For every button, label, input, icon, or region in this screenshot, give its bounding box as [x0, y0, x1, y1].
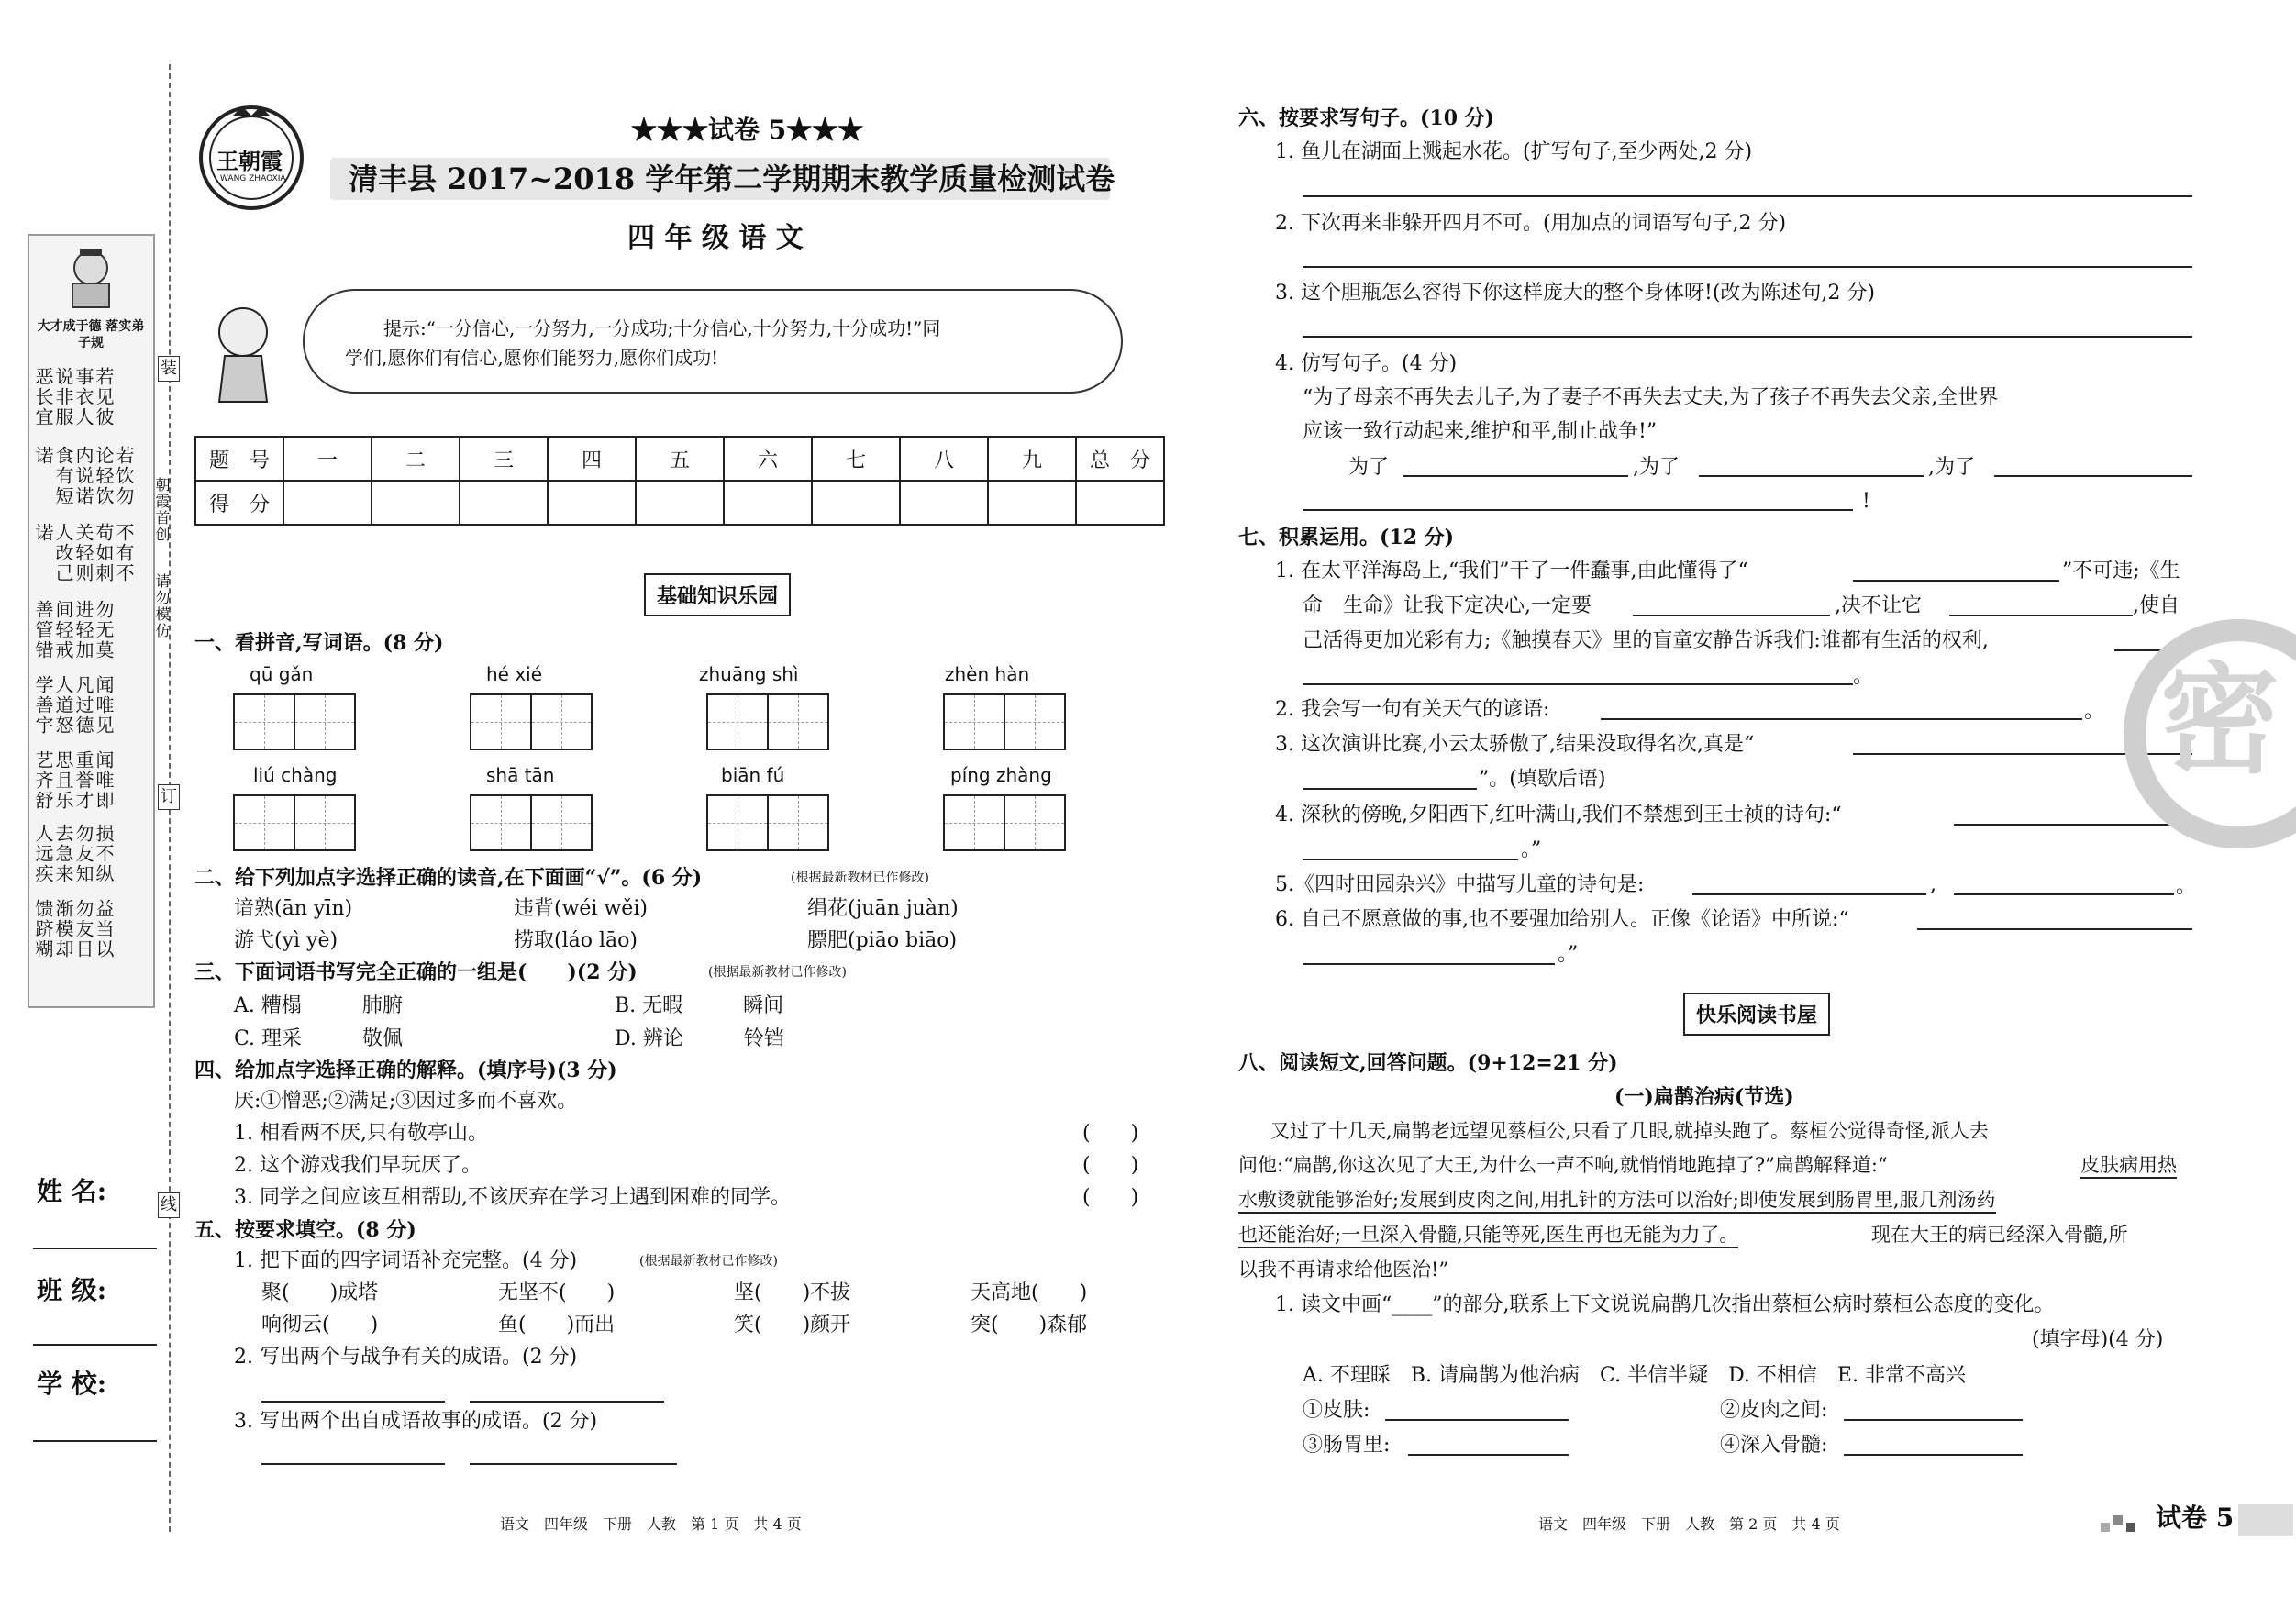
score-cell: 四 — [548, 437, 636, 481]
q7-endq: 。” — [1521, 838, 1542, 861]
score-table — [194, 436, 1165, 526]
q6-end: ! — [1862, 490, 1870, 513]
q5-title: 五、按要求填空。(8 分) — [194, 1218, 416, 1242]
watermark-char: 密 — [2160, 649, 2280, 790]
idiom-fill[interactable]: 聚( )成塔 — [261, 1281, 379, 1304]
q4-definition: 厌:①憎恶;②满足;③因过多而不喜欢。 — [234, 1090, 578, 1113]
pinyin: shā tān — [486, 764, 555, 786]
q6-quote-2: 应该一致行动起来,维护和平,制止战争!” — [1303, 420, 1658, 443]
saying-block: 若饮勿论轻饮内说诺食有短诺 — [32, 446, 135, 506]
stage-label: ④深入骨髓: — [1720, 1434, 1828, 1457]
q7-endq: 。” — [1558, 943, 1579, 966]
write-box[interactable] — [943, 693, 1005, 750]
q6-weile: ,为了 — [1928, 456, 1975, 479]
answer-line[interactable] — [1692, 893, 1926, 895]
score-input[interactable] — [283, 481, 372, 525]
write-box[interactable] — [706, 794, 769, 851]
write-box[interactable] — [1004, 693, 1066, 750]
answer-line[interactable] — [1994, 475, 2192, 477]
answer-line[interactable] — [1303, 509, 1853, 511]
answer-line[interactable] — [1303, 195, 2192, 197]
answer-line[interactable] — [1954, 893, 2174, 895]
class-label: 班 级: — [37, 1275, 107, 1305]
q7-period: 。 — [1853, 665, 1874, 688]
answer-line[interactable] — [1303, 788, 1477, 790]
logo — [196, 103, 306, 213]
saying-block: 损不纵勿友知去急来人远疾 — [32, 824, 115, 884]
score-cell: 九 — [988, 437, 1076, 481]
passage-underlined: 也还能治好;一旦深入骨髓,只能等死,医生再也无能为力了。 — [1238, 1224, 1738, 1248]
write-box[interactable] — [233, 794, 295, 851]
pinyin: zhuāng shì — [699, 663, 799, 685]
saying-block: 不有不苟如刺关轻则人改己诺 — [32, 523, 135, 583]
idiom-fill[interactable]: 坚( )不拔 — [734, 1281, 851, 1304]
write-box[interactable] — [943, 794, 1005, 851]
corner-paper-label: 试卷 5 — [2156, 1503, 2235, 1533]
q6-s2: 2. 下次再来非躲开四月不可。(用加点的词语写句子,2 分) — [1275, 212, 1787, 235]
write-box[interactable] — [470, 693, 532, 750]
score-cell: 八 — [900, 437, 988, 481]
q7-i2: 2. 我会写一句有关天气的谚语: — [1275, 698, 1550, 721]
passage-title: (一)扁鹊治病(节选) — [1614, 1085, 1794, 1109]
saying-block: 益当以勿友日渐模却馈跻糊 — [32, 899, 115, 959]
score-cell: 七 — [812, 437, 900, 481]
score-table-score-row — [195, 481, 1164, 525]
q2-item[interactable]: 绢花(juān juàn) — [807, 897, 959, 920]
logo-sub: WANG ZHAOXIA — [220, 174, 286, 183]
saying-block: 闻唯见凡过德人道怒学善宇 — [32, 675, 115, 736]
idiom-fill[interactable]: 笑( )颜开 — [734, 1314, 851, 1336]
idiom-fill[interactable]: 鱼( )而出 — [498, 1314, 616, 1336]
score-input[interactable] — [812, 481, 900, 525]
q7-i1a: 1. 在太平洋海岛上,“我们”干了一件蠢事,由此懂得了“ — [1275, 560, 1748, 582]
passage-line: 又过了十几天,扁鹊老远望见蔡桓公,只看了几眼,就掉头跑了。蔡桓公觉得奇怪,派人去 — [1270, 1120, 1989, 1142]
write-box[interactable] — [294, 794, 356, 851]
q2-title: 二、给下列加点字选择正确的读音,在下面画“√”。(6 分) — [194, 866, 703, 890]
seal-char-2: 订 — [158, 784, 180, 810]
answer-line[interactable] — [1949, 615, 2133, 616]
section-badge-reading: 快乐阅读书屋 — [1683, 993, 1830, 1036]
logo-text: 王朝霞 — [216, 148, 283, 174]
tip-cloud — [303, 289, 1123, 394]
q2-item[interactable]: 游弋(yì yè) — [234, 929, 338, 952]
q2-item[interactable]: 捞取(láo lāo) — [514, 929, 638, 952]
q3-title: 三、下面词语书写完全正确的一组是( )(2 分) — [194, 960, 638, 984]
q7-i1c: 命 生命》让我下定决心,一定要 — [1303, 594, 1592, 617]
seal-char-1: 装 — [158, 356, 180, 382]
q4-title: 四、给加点字选择正确的解释。(填序号)(3 分) — [194, 1059, 617, 1082]
answer-line[interactable] — [1303, 963, 1555, 965]
footer-right: 语文 四年级 下册 人教 第 2 页 共 4 页 — [1538, 1515, 1840, 1533]
subject-title: 四 年 级 语 文 — [627, 222, 804, 254]
q7-i6: 6. 自己不愿意做的事,也不要强加给别人。正像《论语》中所说:“ — [1275, 908, 1849, 931]
q6-quote-1: “为了母亲不再失去儿子,为了妻子不再失去丈夫,为了孩子不再失去父亲,全世界 — [1303, 386, 1999, 409]
score-cell: 得 分 — [195, 481, 283, 525]
corner-marks — [2101, 1512, 2152, 1532]
pinyin: zhèn hàn — [945, 663, 1030, 685]
idiom-fill[interactable]: 天高地( ) — [971, 1281, 1088, 1304]
answer-line[interactable] — [1853, 580, 2059, 582]
answer-line[interactable] — [1601, 718, 2082, 720]
q1-title: 一、看拼音,写词语。(8 分) — [194, 631, 444, 655]
stage-label: ②皮肉之间: — [1720, 1399, 1828, 1422]
saying-block: 若见彼事衣人说非服恶长宜 — [32, 367, 115, 427]
q2-item[interactable]: 违背(wéi wěi) — [514, 897, 648, 920]
q5-sub2: 2. 写出两个与战争有关的成语。(2 分) — [234, 1346, 578, 1369]
name-field[interactable] — [33, 1248, 157, 1249]
passage-line: 现在大王的病已经深入骨髓,所 — [1871, 1224, 2128, 1246]
q5-sub1: 1. 把下面的四字词语补充完整。(4 分) — [234, 1249, 578, 1272]
q2-item[interactable]: 谙熟(ān yīn) — [234, 897, 353, 920]
q5-sub3: 3. 写出两个出自成语故事的成语。(2 分) — [234, 1410, 598, 1433]
score-cell: 六 — [724, 437, 812, 481]
passage-line: 以我不再请求给他医治!” — [1238, 1259, 1449, 1281]
idiom-fill[interactable]: 突( )森郁 — [971, 1314, 1088, 1336]
q8-title: 八、阅读短文,回答问题。(9+12=21 分) — [1238, 1051, 1618, 1075]
q7-i4: 4. 深秋的傍晚,夕阳西下,红叶满山,我们不禁想到王士祯的诗句:“ — [1275, 804, 1842, 826]
q8-options: A. 不理睬 B. 请扁鹊为他治病 C. 半信半疑 D. 不相信 E. 非常不高兴 — [1303, 1364, 1966, 1387]
q7-comma: , — [1930, 873, 1936, 896]
q7-period: 。 — [2084, 700, 2105, 723]
answer-line[interactable] — [1408, 1454, 1569, 1456]
q7-i5a: 5.《四时田园杂兴》中描写儿童的诗句是: — [1275, 873, 1645, 896]
score-cell: 三 — [460, 437, 548, 481]
q2-note: (根据最新教材已作修改) — [791, 871, 929, 885]
answer-line[interactable] — [1917, 928, 2192, 930]
q7-i3b: ”。(填歇后语) — [1479, 768, 1606, 791]
answer-line[interactable] — [1385, 1419, 1569, 1421]
score-cell: 五 — [636, 437, 724, 481]
paper-number: ★★★试卷 5★★★ — [631, 115, 864, 145]
q3-option[interactable]: B. 无暇 瞬间 — [615, 994, 784, 1017]
write-box[interactable] — [767, 693, 829, 750]
score-input[interactable] — [1076, 481, 1164, 525]
q7-title: 七、积累运用。(12 分) — [1238, 526, 1455, 549]
write-box[interactable] — [233, 693, 295, 750]
passage-underlined: 皮肤病用热 — [2080, 1154, 2177, 1179]
stage-label: ①皮肤: — [1303, 1399, 1370, 1422]
seal-char-3: 线 — [158, 1192, 180, 1218]
answer-line[interactable] — [1303, 266, 2192, 268]
footer-left: 语文 四年级 下册 人教 第 1 页 共 4 页 — [500, 1515, 802, 1533]
sidebar-banner: 大才成于德 落实弟子规 — [37, 319, 145, 350]
answer-line[interactable] — [1303, 683, 1853, 685]
answer-line[interactable] — [1699, 475, 1924, 477]
q7-i1e: ,使自 — [2133, 594, 2180, 617]
score-cell: 题 号 — [195, 437, 283, 481]
q7-i1d: ,决不让它 — [1835, 594, 1922, 617]
q4-item: 2. 这个游戏我们早玩厌了。 — [234, 1154, 482, 1177]
passage-underlined: 水敷烫就能够治好;发展到皮肉之间,用扎针的方法可以治好;即使发展到肠胃里,服几剂汤药 — [1238, 1189, 1996, 1214]
q3-option[interactable]: A. 糟榻 肺腑 — [234, 994, 403, 1017]
score-cell: 二 — [372, 437, 460, 481]
q4-item: 1. 相看两不厌,只有敬亭山。 — [234, 1122, 488, 1145]
exam-title: 清丰县 2017~2018 学年第二学期期末教学质量检测试卷 — [349, 161, 1115, 196]
q6-weile: ,为了 — [1633, 456, 1680, 479]
idiom-fill[interactable]: 无坚不( ) — [498, 1281, 616, 1304]
tip-line-1: 提示:“一分信心,一分努力,一分成功;十分信心,十分努力,十分成功!”同 — [383, 317, 941, 339]
q4-item: 3. 同学之间应该互相帮助,不该厌弃在学习上遇到困难的同学。 — [234, 1186, 791, 1209]
pinyin: hé xié — [486, 663, 543, 685]
pinyin: qū gǎn — [250, 663, 314, 685]
write-box[interactable] — [530, 693, 593, 750]
score-input[interactable] — [988, 481, 1076, 525]
q2-item[interactable]: 膘肥(piāo biāo) — [807, 929, 958, 952]
girl-mascot — [206, 303, 280, 404]
passage-line: 问他:“扁鹊,你这次见了大王,为什么一声不响,就悄悄地跑掉了?”扁鹊解释道:“ — [1238, 1154, 1888, 1176]
q4-answer[interactable]: ( ) — [1082, 1154, 1139, 1177]
name-label: 姓 名: — [37, 1176, 107, 1206]
q3-option[interactable]: C. 理采 敬佩 — [234, 1027, 404, 1050]
score-input[interactable] — [724, 481, 812, 525]
answer-line[interactable] — [261, 1463, 445, 1465]
write-box[interactable] — [470, 794, 532, 851]
score-input[interactable] — [372, 481, 460, 525]
q4-answer[interactable]: ( ) — [1082, 1122, 1139, 1145]
q3-note: (根据最新教材已作修改) — [708, 965, 847, 980]
q6-s4: 4. 仿写句子。(4 分) — [1275, 352, 1458, 375]
q6-wei: 为了 — [1348, 456, 1390, 479]
score-input[interactable] — [548, 481, 636, 525]
answer-line[interactable] — [1303, 336, 2192, 338]
answer-line[interactable] — [1403, 475, 1628, 477]
vertical-note-2: 请勿模仿 — [153, 573, 171, 639]
score-table-header-row — [195, 437, 1164, 481]
q5-note: (根据最新教材已作修改) — [639, 1254, 778, 1269]
pinyin: biān fú — [721, 764, 785, 786]
q7-period: 。 — [2176, 875, 2197, 898]
q6-s1: 1. 鱼儿在湖面上溅起水花。(扩写句子,至少两处,2 分) — [1275, 140, 1753, 163]
answer-line[interactable] — [1633, 615, 1830, 616]
section-badge-basic: 基础知识乐园 — [644, 573, 791, 616]
answer-line[interactable] — [1844, 1454, 2023, 1456]
corner-bar — [2238, 1504, 2293, 1536]
saying-block: 闻唯即重誉才思且乐艺齐舒 — [32, 750, 115, 811]
q7-i3a: 3. 这次演讲比赛,小云太骄傲了,结果没取得名次,真是“ — [1275, 733, 1755, 756]
q6-s3: 3. 这个胆瓶怎么容得下你这样庞大的整个身体呀!(改为陈述句,2 分) — [1275, 282, 1875, 305]
answer-line[interactable] — [470, 1401, 664, 1403]
write-box[interactable] — [1004, 794, 1066, 851]
write-box[interactable] — [767, 794, 829, 851]
answer-line[interactable] — [1303, 859, 1518, 860]
school-label: 学 校: — [37, 1369, 107, 1399]
answer-line[interactable] — [1844, 1419, 2023, 1421]
vertical-note-1: 朝霞首创 — [153, 477, 171, 543]
class-field[interactable] — [33, 1344, 157, 1346]
score-input[interactable] — [900, 481, 988, 525]
score-input[interactable] — [460, 481, 548, 525]
score-input[interactable] — [636, 481, 724, 525]
q8-q1: 1. 读文中画“____”的部分,联系上下文说说扁鹊几次指出蔡桓公病时蔡桓公态度的变化。 — [1275, 1293, 2055, 1316]
write-box[interactable] — [530, 794, 593, 851]
q7-i1b: ”不可违;《生 — [2062, 560, 2180, 582]
sidebar-mascot — [57, 245, 126, 309]
pinyin: píng zhàng — [950, 764, 1052, 786]
saying-block: 勿无莫进轻加间轻戒善管错 — [32, 600, 115, 660]
q8-q1-note: (填字母)(4 分) — [2032, 1328, 2164, 1351]
score-cell: 一 — [283, 437, 372, 481]
write-box[interactable] — [294, 693, 356, 750]
answer-line[interactable] — [261, 1401, 445, 1403]
answer-line[interactable] — [1954, 824, 2192, 826]
stage-label: ③肠胃里: — [1303, 1434, 1391, 1457]
q3-option[interactable]: D. 辨论 铃铛 — [615, 1027, 784, 1050]
tip-line-2: 学们,愿你们有信心,愿你们能努力,愿你们成功! — [345, 347, 719, 369]
school-field[interactable] — [33, 1440, 157, 1442]
q7-i1f: 己活得更加光彩有力;《触摸春天》里的盲童安静告诉我们:谁都有生活的权利, — [1303, 629, 1989, 652]
pinyin: liú chàng — [253, 764, 338, 786]
q6-title: 六、按要求写句子。(10 分) — [1238, 106, 1495, 130]
idiom-fill[interactable]: 响彻云( ) — [261, 1314, 379, 1336]
write-box[interactable] — [706, 693, 769, 750]
answer-line[interactable] — [470, 1463, 677, 1465]
score-cell: 总 分 — [1076, 437, 1164, 481]
q4-answer[interactable]: ( ) — [1082, 1186, 1139, 1209]
